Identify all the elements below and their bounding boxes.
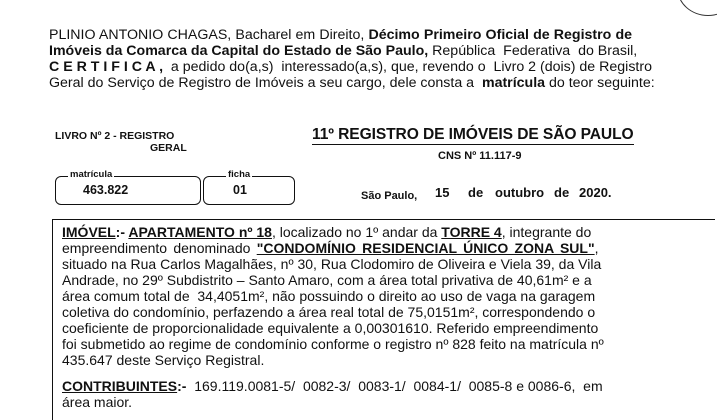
date-day: 15 <box>435 185 450 200</box>
date-year: 2020. <box>579 185 612 200</box>
body-line-5 <box>62 289 595 305</box>
text-run: :- <box>177 378 187 394</box>
text-run: foi submetido ao regime de condomínio conforme o registro nº 828 feito na matrícula nº <box>62 336 604 352</box>
matricula-value: 463.822 <box>83 183 129 197</box>
body-line-7 <box>62 321 598 337</box>
body-line-6 <box>62 305 595 321</box>
body-line-11 <box>62 395 132 411</box>
body-line-9 <box>62 353 264 369</box>
text-run: a pedido do(a,s) interessado(a,s), que, revendo o Livro 2 (dois) de Registro <box>163 59 652 75</box>
text-run: 169.119.0081-5/ 0082-3/ 0083-1/ 0084-1/ 0085-8 e 0086-6, em <box>186 378 603 394</box>
text-run: CONTRIBUINTES <box>62 378 178 394</box>
text-run: 435.647 deste Serviço Registral. <box>62 352 265 368</box>
ficha-box <box>203 169 295 205</box>
body-line-10 <box>62 379 603 395</box>
text-run: APARTAMENTO nº 18 <box>128 224 272 240</box>
seal-mark <box>677 0 717 16</box>
text-run: Décimo Primeiro Oficial de Registro de <box>368 27 633 43</box>
body-line-1 <box>62 225 591 241</box>
text-run: área comum total de 34,4051m², não possuindo o direito ao uso de vaga na garagem <box>62 288 596 304</box>
text-run: PLINIO ANTONIO CHAGAS, Bacharel em Direito, <box>49 27 369 43</box>
text-run: Andrade, no 29º Subdistrito – Santo Amaro, com a área total privativa de 40,61m² e a <box>62 272 592 288</box>
text-run: área maior. <box>62 394 133 410</box>
text-run: coletiva do condomínio, perfazendo a área real total de 75,0151m², correspondendo o <box>62 304 596 320</box>
registry-title: 11º REGISTRO DE IMÓVEIS DE SÃO PAULO <box>312 126 634 143</box>
matricula-box <box>55 169 201 205</box>
body-line-8 <box>62 337 604 353</box>
date-de-2: de <box>554 185 570 200</box>
text-run: empreendimento denominado <box>62 240 257 256</box>
certificate-line-4 <box>49 75 655 91</box>
date-de-1: de <box>468 185 484 200</box>
matricula-label: matrícula <box>70 169 113 180</box>
text-run: IMÓVEL <box>62 224 116 240</box>
body-line-3 <box>62 257 601 273</box>
certificate-line-1 <box>49 27 632 43</box>
text-run: situado na Rua Carlos Magalhães, nº 30, Rua Clodomiro de Oliveira e Viela 39, da Vila <box>62 256 602 272</box>
text-run: "CONDOMÍNIO RESIDENCIAL ÚNICO ZONA SUL" <box>256 240 595 256</box>
ficha-label: ficha <box>228 169 251 180</box>
certificate-line-2 <box>49 43 637 59</box>
cns-number: CNS Nº 11.117-9 <box>438 150 522 162</box>
text-run: Imóveis da Comarca da Capital do Estado de São Paulo, <box>49 43 429 59</box>
date-city: São Paulo, <box>361 190 418 202</box>
body-line-4 <box>62 273 592 289</box>
text-run: matrícula <box>481 75 546 91</box>
body-line-2 <box>62 241 598 257</box>
text-run: do teor seguinte: <box>545 75 655 91</box>
book-label-line-1: LIVRO Nº 2 - REGISTRO <box>55 130 175 142</box>
text-run: Geral do Serviço de Registro de Imóveis a seu cargo, dele consta a <box>49 75 482 91</box>
text-run: TORRE 4 <box>441 224 502 240</box>
text-run: coeficiente de proporcionalidade equivalente a 0,00301610. Referido empreendimento <box>62 320 599 336</box>
book-label-line-2: GERAL <box>150 142 187 154</box>
text-run: , integrante do <box>501 224 592 240</box>
certificate-line-3 <box>49 59 652 75</box>
date-month: outubro <box>495 185 545 200</box>
ficha-value: 01 <box>233 183 247 197</box>
text-run: C E R T I F I C A , <box>49 59 164 75</box>
text-run: :- <box>115 224 129 240</box>
text-run: , localizado no 1º andar da <box>271 224 442 240</box>
text-run: , <box>594 240 599 256</box>
text-run: República Federativa do Brasil, <box>428 43 638 59</box>
